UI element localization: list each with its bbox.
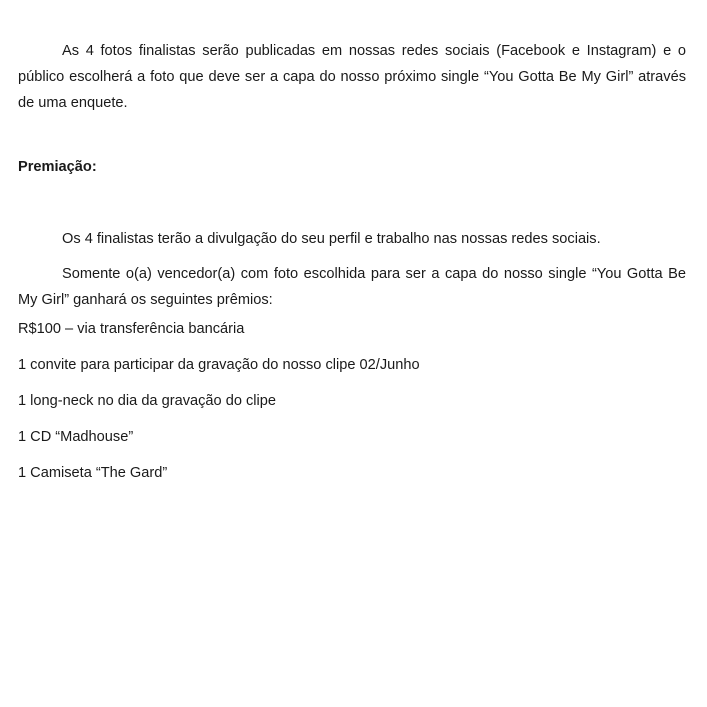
- prize-list: [18, 318, 686, 498]
- intro-paragraph: As 4 fotos finalistas serão publicadas em nossas redes sociais (Facebook e Instagram) e o público escolherá a foto que deve ser a capa do nosso próximo single “You Gotta Be My Girl” através de uma enquete.: [18, 43, 686, 111]
- finalists-paragraph: Os 4 finalistas terão a divulgação do seu perfil e trabalho nas nossas redes sociais.: [62, 231, 601, 247]
- document-body: [18, 38, 686, 116]
- winner-paragraph: Somente o(a) vencedor(a) com foto escolhida para ser a capa do nosso single “You Gotta Be My Girl” ganhará os seguintes prêmios:: [18, 266, 686, 308]
- prize-item-invitation: 1 convite para participar da gravação do nosso clipe 02/Junho: [18, 357, 420, 373]
- prize-item-long-neck: 1 long-neck no dia da gravação do clipe: [18, 393, 276, 409]
- prize-item-cd: 1 CD “Madhouse”: [18, 429, 134, 445]
- section-heading: Premiação:: [18, 159, 97, 175]
- prize-description: [18, 226, 686, 313]
- prize-item-cash: R$100 – via transferência bancária: [18, 321, 245, 337]
- prize-item-shirt: 1 Camiseta “The Gard”: [18, 465, 168, 481]
